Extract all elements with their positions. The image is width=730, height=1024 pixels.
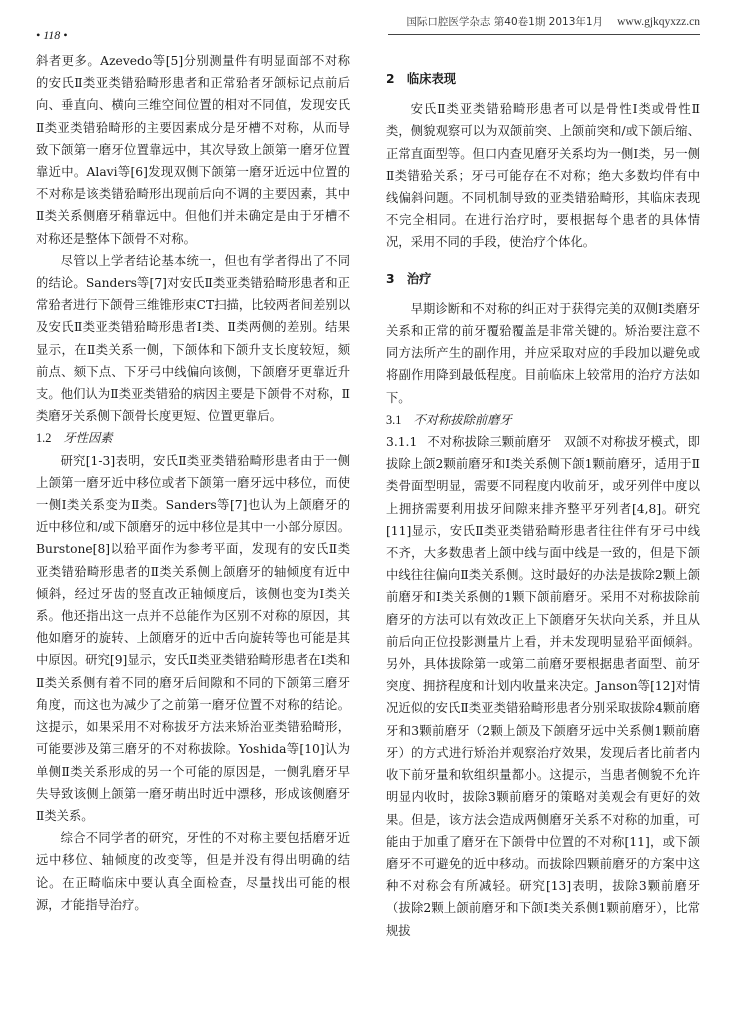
running-header <box>406 14 700 29</box>
subsection-number: 3.1.1 <box>386 435 418 450</box>
left-column <box>36 50 350 916</box>
paragraph: 斜者更多。Azevedo等[5]分别测量件有明显面部不对称的安氏Ⅱ类亚类错𬌗畸形患者和正常𬌗者牙颌标记点前后向、垂直向、横向三维空间位置的相对不同值，发现安氏Ⅱ类亚类错𬌗畸形的主要因素成分是牙槽不对称，从而导致下颌第一磨牙位置靠远中，其次导致上颌第一磨牙位置靠近中。Alavi等[6]发现双侧下颌第一磨牙近远中位置的不对称是该类错𬌗畸形出现前后向不调的主要因素，其中Ⅱ类关系侧磨牙稍靠远中。但他们并未确定是由于牙槽不对称还是整体下颌骨不对称。 <box>36 54 350 246</box>
paragraph: 早期诊断和不对称的纠正对于获得完美的双侧Ⅰ类磨牙关系和正常的前牙覆𬌗覆盖是非常关键的。矫治要注意不同方法所产生的副作用，并应采取对应的手段加以避免或将副作用降到最低程度。目前临床上较常用的治疗方法如下。 <box>386 301 700 405</box>
section-heading-3: 3 治疗 <box>386 271 432 286</box>
header-rule <box>388 34 700 35</box>
section-heading-3-1 <box>386 409 700 431</box>
journal-url: www.gjkqyxzz.cn <box>617 16 700 28</box>
right-column <box>386 68 700 942</box>
paragraph: 综合不同学者的研究，牙性的不对称主要包括磨牙近远中移位、轴倾度的改变等，但是并没有得出明确的结论。在正畸临床中要认真全面检查，尽量找出可能的根源，才能指导治疗。 <box>36 831 350 912</box>
paragraph-3-1-1 <box>386 431 700 942</box>
paragraph: 研究[1-3]表明，安氏Ⅱ类亚类错𬌗畸形患者由于一侧上颌第一磨牙近中移位或者下颌第一磨牙远中移位，而使一侧Ⅰ类关系变为Ⅱ类。Sanders等[7]也认为上颌磨牙的近中移位和/或下颌磨牙的远中移位是其中一小部分原因。Burstone[8]以𬌗平面作为参考平面，发现有的安氏Ⅱ类亚类错𬌗畸形患者的Ⅱ类关系侧上颌磨牙的轴倾度有近中倾斜，经过牙齿的竖直改正轴倾度后，该侧也变为Ⅰ类关系。他还指出这一点并不总能作为区别不对称的原因，其他如磨牙的旋转、上颌磨牙的近中舌向旋转等也可能是其中原因。研究[9]显示，安氏Ⅱ类亚类错𬌗畸形患者在Ⅰ类和Ⅱ类关系侧有着不同的磨牙后间隙和不同的下颌第三磨牙角度，而这也为减少了之前第一磨牙位置不对称的结论。这提示，如果采用不对称拔牙方法来矫治亚类错𬌗畸形，可能要涉及第三磨牙的不对称拔除。Yoshida等[10]认为单侧Ⅱ类关系形成的另一个可能的原因是，一侧乳磨牙早失导致该侧上颌第一磨牙萌出时近中漂移，形成该侧磨牙Ⅱ类关系。 <box>36 453 350 823</box>
paragraph-text: 双颌不对称拔牙模式，即拔除上颌2颗前磨牙和Ⅰ类关系侧下颌1颗前磨牙，适用于Ⅱ类骨面型明显，需要不同程度内收前牙，或牙列伴中度以上拥挤需要利用拔牙间隙来排齐整平牙列者[4,8]。研究[11]显示，安氏Ⅱ类亚类错𬌗畸形患者往往伴有牙弓中线不齐，大多数患者上颌中线与面中线是一致的，但是下颌中线往往偏向Ⅱ类关系侧。这时最好的办法是拔除2颗上颌前磨牙和Ⅰ类关系侧的1颗下颌前磨牙。采用不对称拔除前磨牙的方法可以有效改正上下颌磨牙矢状向关系，并且从前后向正位投影测量片上看，并未发现明显𬌗平面倾斜。另外，具体拔除第一或第二前磨牙要根据患者面型、前牙突度、拥挤程度和计划内收量来决定。Janson等[12]对情况近似的安氏Ⅱ类亚类错𬌗畸形患者分别采取拔除4颗前磨牙和3颗前磨牙（2颗上颌及下颌磨牙远中关系侧1颗前磨牙）的方式进行矫治并观察治疗效果，发现后者比前者内收下前牙量和软组织量都小。这提示，当患者侧貌不允许明显内收时，拔除3颗前磨牙的策略对美观会有更好的效果。但是，该方法会造成两侧磨牙关系不对称的加重，可能由于加重了磨牙在下颌骨中位置的不对称[11]，或下颌磨牙不可避免的近中移动。而拔除四颗前磨牙的方案中这种不对称会有所减轻。研究[13]表明，拔除3颗前磨牙（拔除2颗上颌前磨牙和下颌Ⅰ类关系侧1颗前磨牙），比常规拔 <box>386 435 700 938</box>
section-title: 不对称拔除前磨牙 <box>413 412 512 427</box>
paragraph: 尽管以上学者结论基本统一，但也有学者得出了不同的结论。Sanders等[7]对安氏Ⅱ类亚类错𬌗畸形患者和正常𬌗者进行下颌骨三维锥形束CT扫描，比较两者间差别以及安氏Ⅱ类亚类错𬌗畸形患者Ⅰ类、Ⅱ类两侧的差别。结果显示，在Ⅱ类关系一侧，下颌体和下颌升支长度较短，颏前点、颏下点、下牙弓中线偏向该侧，下颌磨牙更靠近升支。他们认为Ⅱ类亚类错𬌗的病因主要是下颌骨不对称，Ⅱ类磨牙关系侧下颌骨长度更短、位置更靠后。 <box>36 253 350 424</box>
subsection-title: 不对称拔除三颗前磨牙 <box>427 435 552 450</box>
page-number: • 118 • <box>36 28 68 42</box>
section-heading-1-2 <box>36 427 350 449</box>
section-number: 3.1 <box>386 412 402 427</box>
section-number: 1.2 <box>36 431 52 446</box>
section-heading-2: 2 临床表现 <box>386 72 457 86</box>
section-title: 牙性因素 <box>63 431 113 446</box>
journal-info: 国际口腔医学杂志 第40卷1期 2013年1月 <box>406 16 604 28</box>
paragraph: 安氏Ⅱ类亚类错𬌗畸形患者可以是骨性Ⅰ类或骨性Ⅱ类，侧貌观察可以为双颌前突、上颌前突和/或下颌后缩、正常直面型等。但口内查见磨牙关系均为一侧Ⅰ类，另一侧Ⅱ类错𬌗关系；牙弓可能存在不对称；绝大多数均伴有中线偏斜问题。不同机制导致的亚类错𬌗畸形，其临床表现不完全相同。在进行治疗时，要根据每个患者的具体情况，采用不同的手段，使治疗个体化。 <box>386 102 700 250</box>
